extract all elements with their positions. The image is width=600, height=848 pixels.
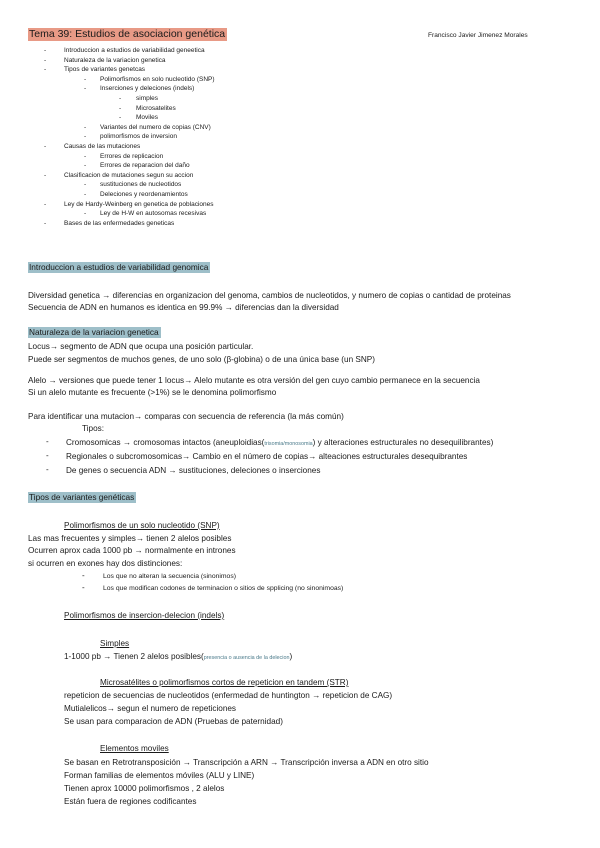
micro-line-1: repeticion de secuencias de nucleotidos (enfermedad de huntington → repeticion de CAG) xyxy=(64,691,393,700)
toc-item-label: Polimorfismos en solo nucleotido (SNP) xyxy=(100,75,215,83)
toc-item xyxy=(44,104,564,114)
indels-title: Polimorfismos de insercion-delecion (indels) xyxy=(64,611,225,620)
toc-item-label: Moviles xyxy=(136,114,159,122)
moviles-line-1: Se basan en Retrotransposición → Transcripción a ARN → Transcripción inversa a ADN en otro sitio xyxy=(64,758,429,767)
bullet-dash: - xyxy=(84,190,87,198)
naturaleza-line-4: Si un alelo mutante es frecuente (>1%) se le denomina polimorfismo xyxy=(28,388,277,397)
toc-item-label: Clasificacion de mutaciones segun su accion xyxy=(64,171,194,179)
moviles-line-2: Forman familias de elementos móviles (ALU y LINE) xyxy=(64,771,255,780)
naturaleza-tipos-label: Tipos: xyxy=(82,424,104,433)
toc-item xyxy=(44,123,564,133)
moviles-line-4: Están fuera de regiones codificantes xyxy=(64,797,197,806)
toc-item-label: Microsatelites xyxy=(136,104,176,112)
toc-item-label: Introduccion a estudios de variabilidad geneetica xyxy=(64,47,205,54)
toc-item xyxy=(44,84,564,94)
bullet-dash: - xyxy=(84,85,87,93)
naturaleza-line-5: Para identificar una mutacion→ comparas con secuencia de referencia (la más común) xyxy=(28,412,344,421)
toc-item xyxy=(44,180,564,190)
microsatelites-title: Microsatélites o polimorfismos cortos de repeticion en tandem (STR) xyxy=(100,678,349,687)
naturaleza-line-1: Locus→ segmento de ADN que ocupa una posición particular. xyxy=(28,342,254,351)
tipo-regionales: Regionales o subcromosomicas→ Cambio en el número de copias→ alteaciones estructurales desequibrantes xyxy=(66,452,468,461)
bullet-dash: - xyxy=(82,583,85,592)
toc-item-label: Errores de reparacion del daño xyxy=(100,162,190,170)
toc-item-label: Inserciones y deleciones (indels) xyxy=(100,85,195,93)
bullet-dash: - xyxy=(119,94,122,102)
tipo-genes: De genes o secuencia ADN → sustituciones, deleciones o inserciones xyxy=(66,466,321,475)
toc-item xyxy=(44,65,564,75)
bullet-dash: - xyxy=(119,114,122,122)
toc-item-label: Ley de H-W en autosomas recesivas xyxy=(100,210,207,218)
section-heading-intro: Introduccion a estudios de variabilidad genomica xyxy=(29,262,209,272)
bullet-dash: - xyxy=(44,47,47,54)
toc-item-label: polimorfismos de inversion xyxy=(100,133,177,141)
toc-item xyxy=(44,75,564,85)
snp-line-3: si ocurren en exones hay dos distinciones: xyxy=(28,559,183,568)
snp-title: Polimorfismos de un solo nucleotido (SNP) xyxy=(64,521,220,530)
tipo-cromosomicas: Cromosomicas → cromosomas intactos (aneuploidias(trisomia/monosomia) y alteraciones estructurales no desequilibrantes) xyxy=(66,438,494,447)
moviles-title: Elementos moviles xyxy=(100,744,169,753)
bullet-dash: - xyxy=(84,181,87,189)
naturaleza-line-2: Puede ser segmentos de muchos genes, de uno solo (β-globina) o de una única base (un SNP) xyxy=(28,355,375,364)
toc-item xyxy=(44,171,564,181)
toc-item xyxy=(44,113,564,123)
bullet-dash: - xyxy=(46,451,49,460)
toc-item xyxy=(44,200,564,210)
snp-line-1: Las mas frecuentes y simples→ tienen 2 alelos posibles xyxy=(28,534,232,543)
toc-item xyxy=(44,142,564,152)
document-title: Tema 39: Estudios de asociacion genética xyxy=(29,28,226,40)
toc-item xyxy=(44,46,564,56)
bullet-dash: - xyxy=(44,142,47,150)
toc-item xyxy=(44,94,564,104)
toc-item-label: sustituciones de nucleotidos xyxy=(100,181,182,189)
bullet-dash: - xyxy=(46,437,49,446)
bullet-dash: - xyxy=(84,162,87,170)
micro-line-2: Mutialelicos→ segun el numero de repeticiones xyxy=(64,704,237,713)
toc-item-label: Causas de las mutaciones xyxy=(64,142,141,150)
bullet-dash: - xyxy=(44,56,47,64)
toc-item-label: Ley de Hardy-Weinberg en genetica de poblaciones xyxy=(64,200,214,208)
bullet-dash: - xyxy=(84,152,87,160)
toc-item xyxy=(44,161,564,171)
simples-title: Simples xyxy=(100,639,130,648)
bullet-dash: - xyxy=(82,571,85,580)
simples-line: 1-1000 pb → Tienen 2 alelos posibles(presencia o ausencia de la delecion) xyxy=(64,652,293,661)
snp-bullet-2: Los que modifican codones de terminacion o sitios de spplicing (no sinonimoas) xyxy=(103,585,344,592)
bullet-dash: - xyxy=(84,210,87,218)
bullet-dash: - xyxy=(84,75,87,83)
bullet-dash: - xyxy=(44,219,47,227)
bullet-dash: - xyxy=(119,104,122,112)
bullet-dash: - xyxy=(44,66,47,74)
naturaleza-line-3: Alelo → versiones que puede tener 1 locus→ Alelo mutante es otra versión del gen cuyo cambio permanece en la secuencia xyxy=(28,376,480,385)
toc-item xyxy=(44,209,564,219)
toc-item-label: simples xyxy=(136,94,159,102)
toc-item xyxy=(44,56,564,66)
toc-item-label: Naturaleza de la variacion genetica xyxy=(64,56,166,64)
intro-line-2: Secuencia de ADN en humanos es identica en 99.9% → diferencias dan la diversidad xyxy=(28,303,339,312)
toc-item xyxy=(44,132,564,142)
toc-item-label: Tipos de variantes genetcas xyxy=(64,66,146,74)
toc-item xyxy=(44,152,564,162)
bullet-dash: - xyxy=(84,123,87,131)
section-heading-tipos-variantes: Tipos de variantes genéticas xyxy=(29,492,135,502)
toc-item-label: Deleciones y reordenamientos xyxy=(100,190,188,198)
bullet-dash: - xyxy=(84,133,87,141)
bullet-dash: - xyxy=(44,200,47,208)
toc-item-label: Errores de replicacion xyxy=(100,152,164,160)
toc-item xyxy=(44,219,564,229)
toc-item-label: Variantes del numero de copias (CNV) xyxy=(100,123,211,131)
bullet-dash: - xyxy=(46,465,49,474)
micro-line-3: Se usan para comparacion de ADN (Pruebas de paternidad) xyxy=(64,717,283,726)
intro-line-1: Diversidad genetica → diferencias en organizacion del genoma, cambios de nucleotidos, y numero de copias o cantidad de proteinas xyxy=(28,291,511,300)
moviles-line-3: Tienen aprox 10000 polimorfismos , 2 alelos xyxy=(64,784,225,793)
author-name: Francisco Javier Jimenez Morales xyxy=(428,32,528,39)
section-heading-naturaleza: Naturaleza de la variacion genetica xyxy=(29,327,159,337)
toc-item-label: Bases de las enfermedades geneticas xyxy=(64,219,175,227)
table-of-contents xyxy=(44,46,564,228)
bullet-dash: - xyxy=(44,171,47,179)
snp-bullet-1: Los que no alteran la secuencia (sinonimos) xyxy=(103,573,236,580)
snp-line-2: Ocurren aprox cada 1000 pb → normalmente en intrones xyxy=(28,546,236,555)
toc-item xyxy=(44,190,564,200)
